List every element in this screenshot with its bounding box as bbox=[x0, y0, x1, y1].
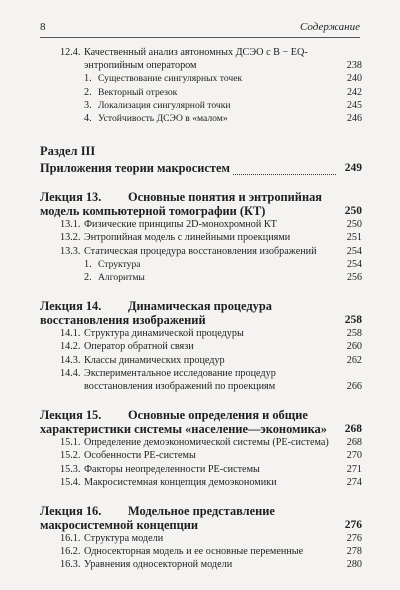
lecture-label: Лекция 13. bbox=[40, 190, 102, 205]
entry-page: 260 bbox=[346, 341, 362, 353]
entry-title: Статическая процедура восстановления изображений bbox=[84, 245, 317, 257]
entry-page: 246 bbox=[347, 113, 362, 125]
entry-page: 268 bbox=[346, 437, 362, 449]
entry-number: 16.2. bbox=[60, 546, 81, 558]
lecture-page: 268 bbox=[344, 423, 362, 436]
entry-title: Структура динамической процедуры bbox=[84, 328, 244, 340]
lecture-title: Модельное представление макросистемной концепции bbox=[40, 504, 275, 533]
entry-number: 15.2. bbox=[60, 450, 81, 462]
lecture-heading[interactable] bbox=[40, 408, 362, 436]
toc-entry[interactable] bbox=[40, 245, 362, 258]
entry-page: 278 bbox=[346, 546, 362, 558]
section-heading[interactable] bbox=[40, 161, 362, 175]
entry-title: Структура модели bbox=[84, 533, 164, 545]
entry-number: 14.4. bbox=[60, 367, 81, 379]
entry-page: 274 bbox=[346, 476, 362, 488]
entry-page: 254 bbox=[346, 245, 362, 257]
entry-page: 245 bbox=[347, 99, 362, 111]
lecture-heading[interactable] bbox=[40, 504, 362, 532]
toc-entry[interactable] bbox=[40, 558, 362, 571]
entry-number: 2. bbox=[84, 272, 92, 284]
toc-subentry[interactable] bbox=[40, 86, 362, 99]
entry-number: 14.2. bbox=[60, 341, 81, 353]
toc-entry[interactable] bbox=[40, 532, 362, 545]
entry-page: 258 bbox=[346, 328, 362, 340]
lecture-title: Основные понятия и энтропийная модель компьютерной томографии (КТ) bbox=[40, 190, 322, 219]
entry-number: 15.3. bbox=[60, 463, 81, 475]
running-title: Содержание bbox=[299, 21, 360, 33]
entry-title: Макросистемная концепция демоэкономики bbox=[84, 476, 277, 488]
entry-number: 4. bbox=[84, 113, 92, 125]
section-page: 249 bbox=[342, 161, 362, 175]
entry-number: 14.3. bbox=[60, 354, 81, 366]
lecture-label: Лекция 15. bbox=[40, 408, 102, 423]
header-rule bbox=[40, 37, 360, 38]
toc-entry[interactable] bbox=[40, 476, 362, 489]
toc-entry[interactable] bbox=[40, 231, 362, 244]
toc-subentry[interactable] bbox=[40, 258, 362, 271]
entry-page: 280 bbox=[346, 559, 362, 571]
entry-title: Уравнения односекторной модели bbox=[84, 559, 233, 571]
entry-title: Определение демоэкономической системы (PE-система) bbox=[84, 437, 329, 449]
entry-page: 266 bbox=[346, 381, 362, 393]
entry-title: Физические принципы 2D-монохромной КТ bbox=[84, 219, 277, 231]
toc-entry[interactable] bbox=[40, 354, 362, 367]
toc-entry[interactable] bbox=[40, 46, 362, 72]
toc-entry[interactable] bbox=[40, 218, 362, 231]
entry-title: Экспериментальное исследование процедур восстановления изображений по проекциям bbox=[84, 367, 276, 393]
lecture-label: Лекция 16. bbox=[40, 504, 102, 519]
entry-number: 13.3. bbox=[60, 245, 81, 257]
entry-number: 15.4. bbox=[60, 476, 81, 488]
toc-entry[interactable] bbox=[40, 545, 362, 558]
entry-page: 238 bbox=[346, 60, 362, 72]
lecture-heading[interactable] bbox=[40, 299, 362, 327]
entry-page: 262 bbox=[346, 354, 362, 366]
entry-page: 271 bbox=[346, 463, 362, 475]
entry-page: 254 bbox=[347, 258, 362, 270]
section-label: Раздел III bbox=[40, 144, 96, 159]
entry-page: 240 bbox=[347, 73, 362, 85]
entry-number: 15.1. bbox=[60, 437, 81, 449]
entry-title: Энтропийная модель с линейными проекциями bbox=[84, 232, 291, 244]
entry-title: Существование сингулярных точек bbox=[98, 73, 243, 85]
entry-title: Оператор обратной связи bbox=[84, 341, 194, 353]
toc-subentry[interactable] bbox=[40, 112, 362, 125]
entry-title: Классы динамических процедур bbox=[84, 354, 225, 366]
entry-page: 276 bbox=[346, 533, 362, 545]
toc-subentry[interactable] bbox=[40, 271, 362, 284]
entry-number: 16.1. bbox=[60, 533, 81, 545]
toc-entry[interactable] bbox=[40, 463, 362, 476]
toc-entry[interactable] bbox=[40, 327, 362, 340]
lecture-label: Лекция 14. bbox=[40, 299, 102, 314]
toc-subentry[interactable] bbox=[40, 72, 362, 85]
entry-page: 251 bbox=[346, 232, 362, 244]
entry-number: 12.4. bbox=[60, 47, 81, 58]
page-number: 8 bbox=[40, 21, 46, 33]
entry-title: Векторный отрезок bbox=[98, 86, 178, 98]
table-of-contents bbox=[40, 46, 362, 572]
entry-title: Устойчивость ДСЭО в «малом» bbox=[98, 113, 228, 125]
entry-title: Алгоритмы bbox=[98, 272, 145, 284]
lecture-page: 258 bbox=[344, 314, 362, 327]
toc-subentry[interactable] bbox=[40, 99, 362, 112]
entry-number: 13.1. bbox=[60, 219, 81, 231]
entry-title: Качественный анализ автономных ДСЭО с B − EQ-энтропийным оператором bbox=[84, 47, 308, 72]
entry-page: 242 bbox=[347, 86, 362, 98]
entry-number: 16.3. bbox=[60, 559, 81, 571]
entry-title: Односекторная модель и ее основные переменные bbox=[84, 546, 304, 558]
toc-entry[interactable] bbox=[40, 449, 362, 462]
lecture-heading[interactable] bbox=[40, 190, 362, 218]
section-title: Приложения теории макросистем bbox=[40, 161, 233, 175]
entry-title: Локализация сингулярной точки bbox=[98, 99, 231, 111]
lecture-title: Основные определения и общие характеристики системы «население—экономика» bbox=[40, 408, 327, 437]
lecture-title: Динамическая процедура восстановления изображений bbox=[40, 299, 272, 328]
entry-number: 1. bbox=[84, 258, 92, 270]
entry-title: Особенности PE-системы bbox=[84, 450, 196, 462]
entry-number: 13.2. bbox=[60, 232, 81, 244]
toc-entry[interactable] bbox=[40, 367, 362, 393]
running-header bbox=[40, 21, 360, 37]
entry-page: 270 bbox=[346, 450, 362, 462]
entry-title: Факторы неопределенности PE-системы bbox=[84, 463, 260, 475]
entry-number: 2. bbox=[84, 86, 92, 98]
entry-page: 256 bbox=[347, 272, 362, 284]
entry-number: 1. bbox=[84, 73, 92, 85]
entry-number: 3. bbox=[84, 99, 92, 111]
entry-page: 250 bbox=[346, 219, 362, 231]
lecture-page: 250 bbox=[344, 205, 362, 218]
entry-number: 14.1. bbox=[60, 328, 81, 340]
lecture-page: 276 bbox=[344, 519, 362, 532]
entry-title: Структура bbox=[98, 258, 141, 270]
toc-entry[interactable] bbox=[40, 436, 362, 449]
toc-entry[interactable] bbox=[40, 340, 362, 353]
